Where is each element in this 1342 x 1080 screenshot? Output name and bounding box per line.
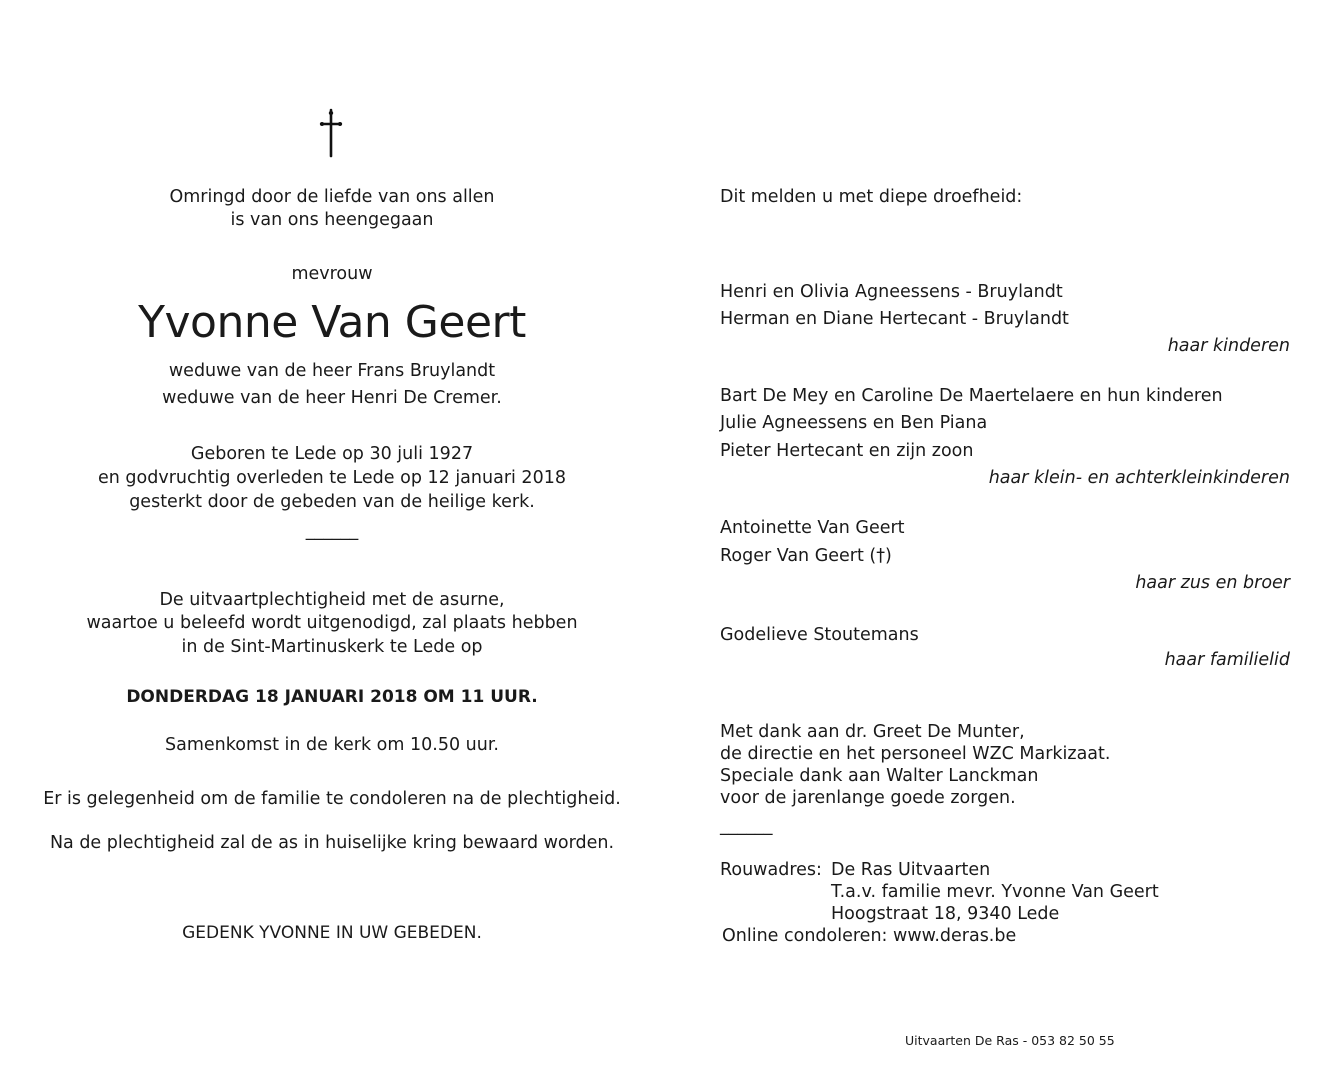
relation-label: haar zus en broer <box>1135 573 1290 593</box>
address-line-2: T.a.v. familie mevr. Yvonne Van Geert <box>831 882 1159 902</box>
ashes-line: Na de plechtigheid zal de as in huiselijke kring bewaard worden. <box>49 833 615 853</box>
birth-line: Geboren te Lede op 30 juli 1927 <box>190 444 474 464</box>
address-line-1: De Ras Uitvaarten <box>831 860 991 880</box>
condolence-line: Er is gelegenheid om de familie te condoleren na de plechtigheid. <box>43 789 621 809</box>
online-condolence: Online condoleren: www.deras.be <box>722 926 1017 946</box>
address-label: Rouwadres: <box>720 860 822 880</box>
relation-label: haar kinderen <box>1167 336 1290 356</box>
family-member: Herman en Diane Hertecant - Bruylandt <box>720 309 1069 329</box>
family-member: Antoinette Van Geert <box>720 518 905 538</box>
intro-line-1: Omringd door de liefde van ons allen <box>169 187 495 207</box>
ceremony-line-1: De uitvaartplechtigheid met de asurne, <box>159 590 505 610</box>
relation-label: haar klein- en achterkleinkinderen <box>988 468 1290 488</box>
ceremony-line-3: in de Sint-Martinuskerk te Lede op <box>181 637 483 657</box>
widow-line-2: weduwe van de heer Henri De Cremer. <box>162 388 502 408</box>
cross-icon <box>316 108 346 160</box>
footer-contact: Uitvaarten De Ras - 053 82 50 55 <box>905 1033 1115 1048</box>
divider-left: ______ <box>305 521 359 541</box>
thanks-line-1: Met dank aan dr. Greet De Munter, <box>720 722 1025 742</box>
thanks-line-2: de directie en het personeel WZC Markizaat. <box>720 744 1111 764</box>
remember-line: GEDENK YVONNE IN UW GEBEDEN. <box>182 923 482 943</box>
title-mevrouw: mevrouw <box>291 264 373 284</box>
family-member: Bart De Mey en Caroline De Maertelaere en hun kinderen <box>720 386 1223 406</box>
widow-line-1: weduwe van de heer Frans Bruylandt <box>168 361 496 381</box>
deceased-name: Yvonne Van Geert <box>138 297 526 348</box>
family-member: Henri en Olivia Agneessens - Bruylandt <box>720 282 1063 302</box>
funeral-date: DONDERDAG 18 JANUARI 2018 OM 11 UUR. <box>126 687 538 707</box>
family-member: Pieter Hertecant en zijn zoon <box>720 441 974 461</box>
gathering-line: Samenkomst in de kerk om 10.50 uur. <box>165 735 499 755</box>
address-line-3: Hoogstraat 18, 9340 Lede <box>831 904 1060 924</box>
family-member: Julie Agneessens en Ben Piana <box>720 413 988 433</box>
announce-line: Dit melden u met diepe droefheid: <box>720 187 1023 207</box>
relation-label: haar familielid <box>1164 650 1290 670</box>
sacraments-line: gesterkt door de gebeden van de heilige kerk. <box>129 492 535 512</box>
intro-line-2: is van ons heengegaan <box>230 210 434 230</box>
family-member: Godelieve Stoutemans <box>720 625 919 645</box>
divider-right: ______ <box>720 816 773 836</box>
ceremony-line-2: waartoe u beleefd wordt uitgenodigd, zal plaats hebben <box>86 613 578 633</box>
thanks-line-3: Speciale dank aan Walter Lanckman <box>720 766 1039 786</box>
death-line: en godvruchtig overleden te Lede op 12 januari 2018 <box>98 468 566 488</box>
thanks-line-4: voor de jarenlange goede zorgen. <box>720 788 1016 808</box>
family-member: Roger Van Geert (†) <box>720 546 892 566</box>
